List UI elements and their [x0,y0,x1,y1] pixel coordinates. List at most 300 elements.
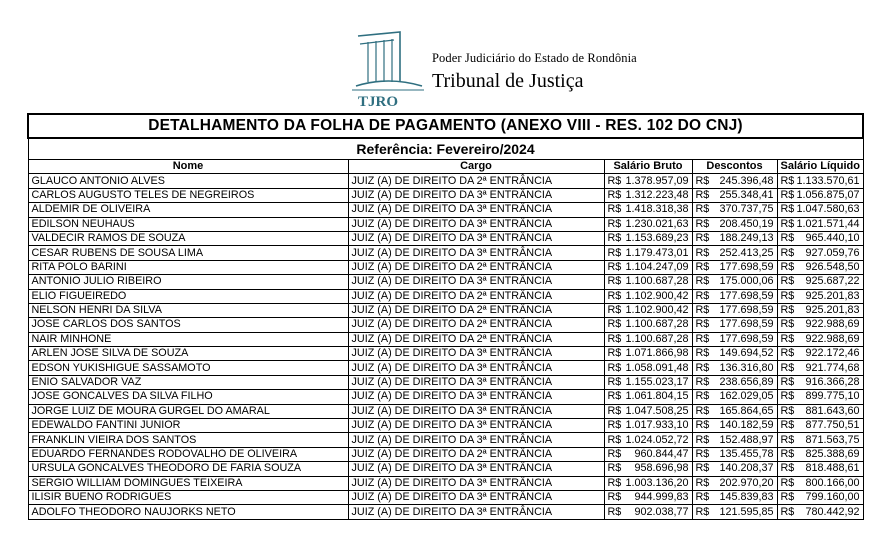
currency-symbol: R$ [607,332,622,345]
currency-symbol: R$ [695,260,710,273]
table-row [28,275,863,289]
amount-value: 177.698,59 [719,304,774,317]
amount-value: 252.413,25 [719,246,774,259]
currency-symbol: R$ [780,361,795,374]
amount-value: 1.003.136,20 [625,476,689,489]
cell-salario-liquido [777,332,863,346]
cell-salario-liquido [777,188,863,202]
currency-symbol: R$ [607,289,622,302]
cell-descontos [692,260,777,274]
cell-cargo: JUIZ (A) DE DIREITO DA 3ª ENTRÂNCIA [348,231,604,245]
amount-value: 1.100.687,28 [625,275,689,288]
amount-value: 1.017.933,10 [625,419,689,432]
cell-salario-bruto [604,361,692,375]
currency-symbol: R$ [695,232,710,245]
currency-symbol: R$ [695,304,710,317]
cell-cargo: JUIZ (A) DE DIREITO DA 2ª ENTRÂNCIA [348,318,604,332]
table-row [28,505,863,519]
currency-symbol: R$ [607,462,622,475]
currency-symbol: R$ [607,174,622,187]
amount-value: 1.102.900,42 [625,289,689,302]
currency-symbol: R$ [607,433,622,446]
cell-salario-liquido [777,419,863,433]
cell-cargo: JUIZ (A) DE DIREITO DA 3ª ENTRÂNCIA [348,347,604,361]
tjro-logo-icon [348,30,428,110]
table-row [28,188,863,202]
currency-symbol: R$ [780,491,795,504]
cell-cargo: JUIZ (A) DE DIREITO DA 3ª ENTRÂNCIA [348,375,604,389]
currency-symbol: R$ [780,318,795,331]
cell-descontos [692,375,777,389]
currency-symbol: R$ [607,217,622,230]
currency-symbol: R$ [607,304,622,317]
cell-nome: ARLEN JOSE SILVA DE SOUZA [28,347,348,361]
cell-cargo: JUIZ (A) DE DIREITO DA 3ª ENTRÂNCIA [348,203,604,217]
amount-value: 1.155.023,17 [625,376,689,389]
cell-salario-liquido [777,490,863,504]
currency-symbol: R$ [695,505,710,518]
cell-descontos [692,419,777,433]
amount-value: 902.038,77 [634,505,689,518]
cell-cargo: JUIZ (A) DE DIREITO DA 3ª ENTRÂNCIA [348,476,604,490]
cell-salario-bruto [604,275,692,289]
amount-value: 925.201,83 [805,304,860,317]
currency-symbol: R$ [780,275,795,288]
amount-value: 899.775,10 [805,390,860,403]
amount-value: 145.839,83 [719,491,774,504]
currency-symbol: R$ [607,232,622,245]
cell-salario-liquido [777,462,863,476]
amount-value: 921.774,68 [805,361,860,374]
cell-salario-liquido [777,174,863,188]
amount-value: 177.698,59 [719,289,774,302]
currency-symbol: R$ [695,347,710,360]
amount-value: 881.643,60 [805,404,860,417]
amount-value: 177.698,59 [719,260,774,273]
currency-symbol: R$ [780,419,795,432]
currency-symbol: R$ [780,304,795,317]
cell-cargo: JUIZ (A) DE DIREITO DA 2ª ENTRÂNCIA [348,303,604,317]
amount-value: 877.750,51 [805,419,860,432]
amount-value: 871.563,75 [805,433,860,446]
amount-value: 188.249,13 [719,232,774,245]
cell-descontos [692,275,777,289]
cell-salario-bruto [604,217,692,231]
cell-cargo: JUIZ (A) DE DIREITO DA 3ª ENTRÂNCIA [348,217,604,231]
cell-salario-liquido [777,303,863,317]
cell-salario-bruto [604,289,692,303]
cell-salario-liquido [777,476,863,490]
currency-symbol: R$ [780,174,795,187]
currency-symbol: R$ [780,260,795,273]
table-row [28,462,863,476]
cell-salario-liquido [777,505,863,519]
cell-cargo: JUIZ (A) DE DIREITO DA 2ª ENTRÂNCIA [348,260,604,274]
amount-value: 818.488,61 [805,462,860,475]
currency-symbol: R$ [695,318,710,331]
cell-cargo: JUIZ (A) DE DIREITO DA 3ª ENTRÂNCIA [348,419,604,433]
amount-value: 1.418.318,38 [625,203,689,216]
currency-symbol: R$ [780,347,795,360]
cell-salario-liquido [777,246,863,260]
cell-salario-liquido [777,433,863,447]
amount-value: 1.021.571,44 [796,217,860,230]
table-row [28,246,863,260]
cell-nome: EDSON YUKISHIGUE SASSAMOTO [28,361,348,375]
currency-symbol: R$ [607,260,622,273]
cell-cargo: JUIZ (A) DE DIREITO DA 3ª ENTRÂNCIA [348,361,604,375]
cell-salario-bruto [604,375,692,389]
amount-value: 925.687,22 [805,275,860,288]
cell-descontos [692,174,777,188]
cell-descontos [692,188,777,202]
currency-symbol: R$ [695,246,710,259]
currency-symbol: R$ [695,419,710,432]
table-row [28,433,863,447]
cell-descontos [692,318,777,332]
cell-cargo: JUIZ (A) DE DIREITO DA 3ª ENTRÂNCIA [348,462,604,476]
currency-symbol: R$ [607,376,622,389]
logo-text: TJRO [358,94,399,110]
cell-salario-liquido [777,260,863,274]
amount-value: 175.000,06 [719,275,774,288]
currency-symbol: R$ [607,246,622,259]
cell-salario-liquido [777,404,863,418]
cell-descontos [692,332,777,346]
cell-salario-bruto [604,188,692,202]
amount-value: 1.056.875,07 [796,188,860,201]
cell-descontos [692,404,777,418]
cell-salario-liquido [777,203,863,217]
cell-descontos [692,476,777,490]
reference-period: Referência: Fevereiro/2024 [28,138,863,160]
cell-salario-bruto [604,476,692,490]
cell-salario-bruto [604,303,692,317]
currency-symbol: R$ [695,203,710,216]
amount-value: 255.348,41 [719,188,774,201]
amount-value: 916.366,28 [805,376,860,389]
currency-symbol: R$ [607,419,622,432]
cell-descontos [692,231,777,245]
cell-nome: JOSE GONCALVES DA SILVA FILHO [28,390,348,404]
table-row [28,289,863,303]
cell-nome: ILISIR BUENO RODRIGUES [28,490,348,504]
currency-symbol: R$ [607,361,622,374]
cell-salario-bruto [604,318,692,332]
amount-value: 136.316,80 [719,361,774,374]
amount-value: 140.182,59 [719,419,774,432]
currency-symbol: R$ [780,332,795,345]
table-row [28,419,863,433]
column-header-salario-liquido: Salário Líquido [777,160,863,174]
amount-value: 140.208,37 [719,462,774,475]
cell-nome: ENIO SALVADOR VAZ [28,375,348,389]
amount-value: 1.179.473,01 [625,246,689,259]
amount-value: 1.047.508,25 [625,404,689,417]
amount-value: 800.166,00 [805,476,860,489]
cell-salario-bruto [604,433,692,447]
currency-symbol: R$ [695,174,710,187]
table-row [28,303,863,317]
currency-symbol: R$ [607,505,622,518]
table-row [28,318,863,332]
cell-cargo: JUIZ (A) DE DIREITO DA 3ª ENTRÂNCIA [348,404,604,418]
amount-value: 1.071.866,98 [625,347,689,360]
amount-value: 926.548,50 [805,260,860,273]
currency-symbol: R$ [607,491,622,504]
cell-salario-bruto [604,347,692,361]
currency-symbol: R$ [780,203,795,216]
table-row [28,390,863,404]
cell-cargo: JUIZ (A) DE DIREITO DA 2ª ENTRÂNCIA [348,174,604,188]
amount-value: 177.698,59 [719,332,774,345]
cell-salario-bruto [604,490,692,504]
currency-symbol: R$ [780,448,795,460]
cell-nome: EDUARDO FERNANDES RODOVALHO DE OLIVEIRA [28,447,348,461]
cell-nome: NELSON HENRI DA SILVA [28,303,348,317]
amount-value: 208.450,19 [719,217,774,230]
cell-salario-liquido [777,347,863,361]
cell-descontos [692,246,777,260]
payroll-table [27,113,864,520]
amount-value: 202.970,20 [719,476,774,489]
amount-value: 1.100.687,28 [625,318,689,331]
cell-cargo: JUIZ (A) DE DIREITO DA 2ª ENTRÂNCIA [348,447,604,461]
cell-salario-liquido [777,375,863,389]
column-header-cargo: Cargo [348,160,604,174]
amount-value: 780.442,92 [805,505,860,518]
currency-symbol: R$ [607,476,622,489]
cell-nome: NAIR MINHONE [28,332,348,346]
cell-descontos [692,289,777,303]
currency-symbol: R$ [607,347,622,360]
currency-symbol: R$ [607,318,622,331]
cell-nome: ALDEMIR DE OLIVEIRA [28,203,348,217]
currency-symbol: R$ [607,188,622,201]
cell-salario-bruto [604,203,692,217]
amount-value: 944.999,83 [634,491,689,504]
amount-value: 1.100.687,28 [625,332,689,345]
cell-salario-liquido [777,447,863,461]
amount-value: 177.698,59 [719,318,774,331]
cell-cargo: JUIZ (A) DE DIREITO DA 3ª ENTRÂNCIA [348,390,604,404]
table-row [28,361,863,375]
currency-symbol: R$ [780,404,795,417]
cell-cargo: JUIZ (A) DE DIREITO DA 3ª ENTRÂNCIA [348,505,604,519]
table-row [28,332,863,346]
cell-nome: SERGIO WILLIAM DOMINGUES TEIXEIRA [28,476,348,490]
cell-salario-liquido [777,231,863,245]
cell-cargo: JUIZ (A) DE DIREITO DA 3ª ENTRÂNCIA [348,188,604,202]
currency-symbol: R$ [607,390,622,403]
cell-descontos [692,217,777,231]
amount-value: 922.988,69 [805,318,860,331]
currency-symbol: R$ [695,404,710,417]
currency-symbol: R$ [695,217,710,230]
cell-descontos [692,462,777,476]
document-title: DETALHAMENTO DA FOLHA DE PAGAMENTO (ANEXO VIII - RES. 102 DO CNJ) [28,114,863,138]
amount-value: 135.455,78 [719,448,774,460]
amount-value: 799.160,00 [805,491,860,504]
currency-symbol: R$ [695,275,710,288]
currency-symbol: R$ [780,246,795,259]
cell-descontos [692,303,777,317]
cell-nome: RITA POLO BARINI [28,260,348,274]
currency-symbol: R$ [695,289,710,302]
cell-nome: JOSE CARLOS DOS SANTOS [28,318,348,332]
currency-symbol: R$ [780,188,795,201]
cell-nome: ADOLFO THEODORO NAUJORKS NETO [28,505,348,519]
amount-value: 825.388,69 [805,448,860,460]
org-line-1: Poder Judiciário do Estado de Rondônia [432,51,637,65]
column-header-descontos: Descontos [692,160,777,174]
cell-descontos [692,447,777,461]
currency-symbol: R$ [780,433,795,446]
amount-value: 1.102.900,42 [625,304,689,317]
currency-symbol: R$ [695,433,710,446]
table-row [28,447,863,461]
currency-symbol: R$ [607,203,622,216]
cell-nome: EDEWALDO FANTINI JUNIOR [28,419,348,433]
currency-symbol: R$ [695,476,710,489]
currency-symbol: R$ [780,390,795,403]
table-row [28,231,863,245]
cell-cargo: JUIZ (A) DE DIREITO DA 3ª ENTRÂNCIA [348,246,604,260]
amount-value: 925.201,83 [805,289,860,302]
amount-value: 1.047.580,63 [796,203,860,216]
currency-symbol: R$ [607,448,622,460]
amount-value: 1.312.223,48 [625,188,689,201]
currency-symbol: R$ [695,462,710,475]
amount-value: 1.230.021,63 [625,217,689,230]
amount-value: 165.864,65 [719,404,774,417]
currency-symbol: R$ [780,505,795,518]
cell-cargo: JUIZ (A) DE DIREITO DA 3ª ENTRÂNCIA [348,490,604,504]
column-header-salario-bruto: Salário Bruto [604,160,692,174]
currency-symbol: R$ [607,275,622,288]
cell-nome: ANTONIO JULIO RIBEIRO [28,275,348,289]
cell-nome: ELIO FIGUEIREDO [28,289,348,303]
cell-salario-bruto [604,505,692,519]
amount-value: 958.696,98 [634,462,689,475]
currency-symbol: R$ [780,232,795,245]
amount-value: 245.396,48 [719,174,774,187]
amount-value: 121.595,85 [719,505,774,518]
cell-nome: CESAR RUBENS DE SOUSA LIMA [28,246,348,260]
amount-value: 1.061.804,15 [625,390,689,403]
organization-name [432,51,637,93]
currency-symbol: R$ [695,376,710,389]
table-row [28,476,863,490]
cell-salario-liquido [777,390,863,404]
column-header-nome: Nome [28,160,348,174]
table-row [28,404,863,418]
payroll-document [27,113,862,520]
currency-symbol: R$ [695,491,710,504]
currency-symbol: R$ [695,361,710,374]
cell-salario-bruto [604,419,692,433]
cell-nome: VALDECIR RAMOS DE SOUZA [28,231,348,245]
amount-value: 1.058.091,48 [625,361,689,374]
table-row [28,347,863,361]
cell-descontos [692,347,777,361]
table-row [28,260,863,274]
cell-salario-liquido [777,217,863,231]
cell-cargo: JUIZ (A) DE DIREITO DA 3ª ENTRÂNCIA [348,433,604,447]
amount-value: 927.059,76 [805,246,860,259]
table-row [28,174,863,188]
cell-nome: FRANKLIN VIEIRA DOS SANTOS [28,433,348,447]
amount-value: 1.133.570,61 [796,174,860,187]
currency-symbol: R$ [695,332,710,345]
cell-salario-bruto [604,447,692,461]
amount-value: 1.153.689,23 [625,232,689,245]
cell-salario-liquido [777,275,863,289]
table-row [28,490,863,504]
amount-value: 1.104.247,09 [625,260,689,273]
currency-symbol: R$ [780,376,795,389]
cell-cargo: JUIZ (A) DE DIREITO DA 2ª ENTRÂNCIA [348,289,604,303]
cell-salario-bruto [604,462,692,476]
amount-value: 922.988,69 [805,332,860,345]
cell-salario-bruto [604,390,692,404]
currency-symbol: R$ [780,217,795,230]
cell-descontos [692,433,777,447]
amount-value: 965.440,10 [805,232,860,245]
cell-nome: URSULA GONCALVES THEODORO DE FARIA SOUZA [28,462,348,476]
cell-salario-bruto [604,404,692,418]
amount-value: 149.694,52 [719,347,774,360]
cell-descontos [692,390,777,404]
cell-descontos [692,203,777,217]
cell-nome: EDILSON NEUHAUS [28,217,348,231]
cell-descontos [692,361,777,375]
currency-symbol: R$ [780,289,795,302]
amount-value: 922.172,46 [805,347,860,360]
cell-salario-liquido [777,318,863,332]
cell-descontos [692,505,777,519]
cell-salario-bruto [604,246,692,260]
column-headers [28,160,863,174]
currency-symbol: R$ [780,476,795,489]
cell-nome: JORGE LUIZ DE MOURA GURGEL DO AMARAL [28,404,348,418]
amount-value: 162.029,05 [719,390,774,403]
cell-cargo: JUIZ (A) DE DIREITO DA 2ª ENTRÂNCIA [348,332,604,346]
amount-value: 370.737,75 [719,203,774,216]
amount-value: 1.024.052,72 [625,433,689,446]
table-row [28,203,863,217]
table-body [28,174,863,519]
page-header [0,0,885,112]
currency-symbol: R$ [695,390,710,403]
amount-value: 238.656,89 [719,376,774,389]
currency-symbol: R$ [607,404,622,417]
cell-salario-liquido [777,361,863,375]
cell-cargo: JUIZ (A) DE DIREITO DA 3ª ENTRÂNCIA [348,275,604,289]
currency-symbol: R$ [695,188,710,201]
cell-salario-bruto [604,231,692,245]
cell-salario-liquido [777,289,863,303]
cell-salario-bruto [604,174,692,188]
table-row [28,375,863,389]
cell-nome: GLAUCO ANTONIO ALVES [28,174,348,188]
cell-descontos [692,490,777,504]
currency-symbol: R$ [695,448,710,460]
amount-value: 960.844,47 [634,448,689,460]
amount-value: 152.488,97 [719,433,774,446]
cell-nome: CARLOS AUGUSTO TELES DE NEGREIROS [28,188,348,202]
org-line-2: Tribunal de Justiça [432,70,584,92]
